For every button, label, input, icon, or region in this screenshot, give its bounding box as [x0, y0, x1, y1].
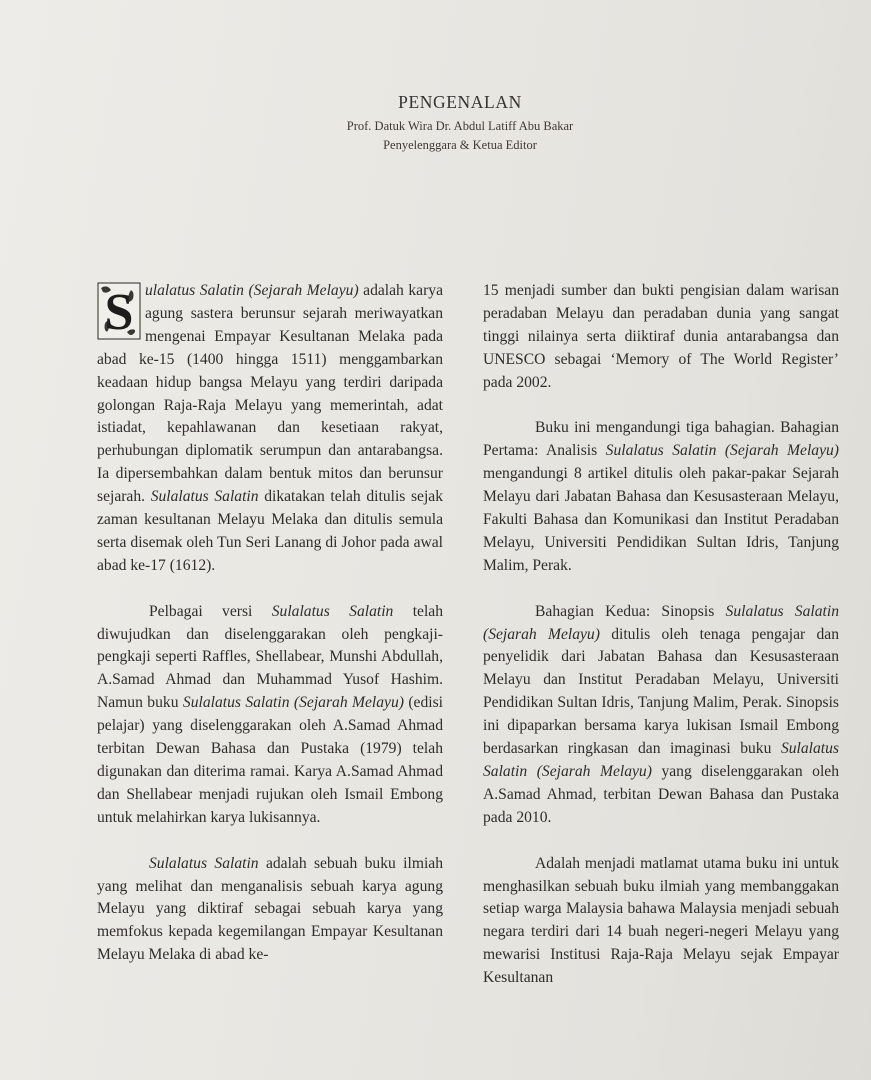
r3-text-c: yang diselenggarakan oleh A.Samad Ahmad, terbitan Dewan Bahasa dan Pustaka pada 2010.: [483, 763, 840, 826]
dropcap-letter: S: [104, 284, 134, 340]
r3-text-a: Bahagian Kedua: Sinopsis: [535, 602, 726, 620]
p1-italic-b: Sulalatus Salatin: [150, 488, 259, 506]
p3-italic-a: Sulalatus Salatin: [149, 854, 259, 872]
ornamental-s-icon: [97, 282, 141, 340]
dropcap-s-ornament: [97, 282, 141, 340]
right-column: [483, 280, 839, 1013]
p1-text-a: adalah karya agung sastera berunsur sejarah meriwayatkan mengenai Empayar Kesultanan Melaka pada abad ke-15 (1400 hingga 1511) menggambarkan keadaan hidup bangsa Melayu yang terdiri daripada golongan Raja-Raja Melayu yang memerintah, adat istiadat, kepahlawanan dan kesetiaan rakyat, perhubungan diplomatik serumpun dan antarabangsa. Ia dipersembahkan dalam bentuk mitos dan berunsur sejarah.: [97, 282, 443, 506]
paragraph-4: [483, 280, 839, 395]
p2-italic-a: Sulalatus Salatin: [271, 602, 394, 620]
r4-text-a: Adalah menjadi matlamat utama buku ini untuk menghasilkan sebuah buku ilmiah yang membanggakan setiap warga Malaysia bahawa Malaysia menjadi sebuah negara terdiri dari 14 buah negeri-negeri Melayu yang mewarisi Institusi Raja-Raja Melayu sejak Empayar Kesultanan: [483, 854, 839, 987]
p2-italic-b: Sulalatus Salatin (Sejarah Melayu): [182, 694, 404, 712]
r2-text-a: Buku ini mengandungi tiga bahagian. Bahagian Pertama: Analisis: [483, 419, 839, 460]
p1-text-b: dikatakan telah ditulis sejak zaman kesultanan Melayu Melaka dan ditulis semula serta disemak oleh Tun Seri Lanang di Johor pada awal abad ke-17 (1612).: [97, 488, 444, 574]
p2-text-b: telah diwujudkan dan diselenggarakan oleh pengkaji-pengkaji seperti Raffles, Shellabear, Munshi Abdullah, A.Samad Ahmad dan Muhammad Yusof Hashim. Namun buku: [97, 602, 444, 712]
title-italic: ulalatus Salatin (Sejarah Melayu): [145, 282, 359, 299]
r2-italic-a: Sulalatus Salatin (Sejarah Melayu): [605, 442, 839, 460]
paragraph-5: [483, 417, 839, 577]
p2-text-c: (edisi pelajar) yang diselenggarakan oleh A.Samad Ahmad terbitan Dewan Bahasa dan Pustaka (1979) telah digunakan dan diterima ramai. Karya A.Samad Ahmad dan Shellabear menjadi rujukan oleh Ismail Embong untuk melahirkan karya lukisannya.: [97, 694, 444, 826]
left-column: [97, 280, 443, 990]
paragraph-7: [483, 853, 839, 990]
page-header: [250, 92, 670, 157]
r3-italic-b: Sulalatus Salatin (Sejarah Melayu): [483, 740, 839, 780]
p3-text-a: adalah sebuah buku ilmiah yang melihat dan menganalisis sebuah karya agung Melayu yang diktiraf sebagai sebuah karya yang memfokus kepada kegemilangan Empayar Kesultanan Melayu Melaka di abad ke-: [97, 854, 443, 964]
author-line: Prof. Datuk Wira Dr. Abdul Latiff Abu Bakar: [346, 119, 574, 133]
r3-text-b: ditulis oleh tenaga pengajar dan penyelidik dari Jabatan Bahasa dan Kesusasteraan Melayu dan Institut Peradaban Melayu, Universiti Pendidikan Sultan Idris, Tanjung Malim, Perak. Sinopsis ini dipaparkan bersama karya lukisan Ismail Embong berdasarkan ringkasan dan imaginasi buku: [483, 625, 840, 758]
r3-italic-a: Sulalatus Salatin (Sejarah Melayu): [483, 602, 839, 643]
p2-text-a: Pelbagai versi: [149, 602, 272, 620]
r2-text-b: mengandungi 8 artikel ditulis oleh pakar-pakar Sejarah Melayu dari Jabatan Bahasa dan Kesusasteraan Melayu, Fakulti Bahasa dan Komunikasi dan Institut Peradaban Melayu, Universiti Pendidikan Sultan Idris, Tanjung Malim, Perak.: [483, 465, 839, 574]
paragraph-2: [97, 601, 443, 830]
page-title: PENGENALAN: [398, 92, 522, 112]
paragraph-1: [97, 280, 443, 578]
paragraph-6: [483, 601, 839, 830]
paragraph-3: [97, 853, 443, 968]
author-role: Penyelenggara & Ketua Editor: [383, 138, 537, 152]
r1-text-a: 15 menjadi sumber dan bukti pengisian dalam warisan peradaban Melayu dan peradaban dunia yang sangat tinggi nilainya serta diiktiraf dunia antarabangsa dan UNESCO sebagai ‘Memory of The World Register’ pada 2002.: [483, 282, 839, 391]
